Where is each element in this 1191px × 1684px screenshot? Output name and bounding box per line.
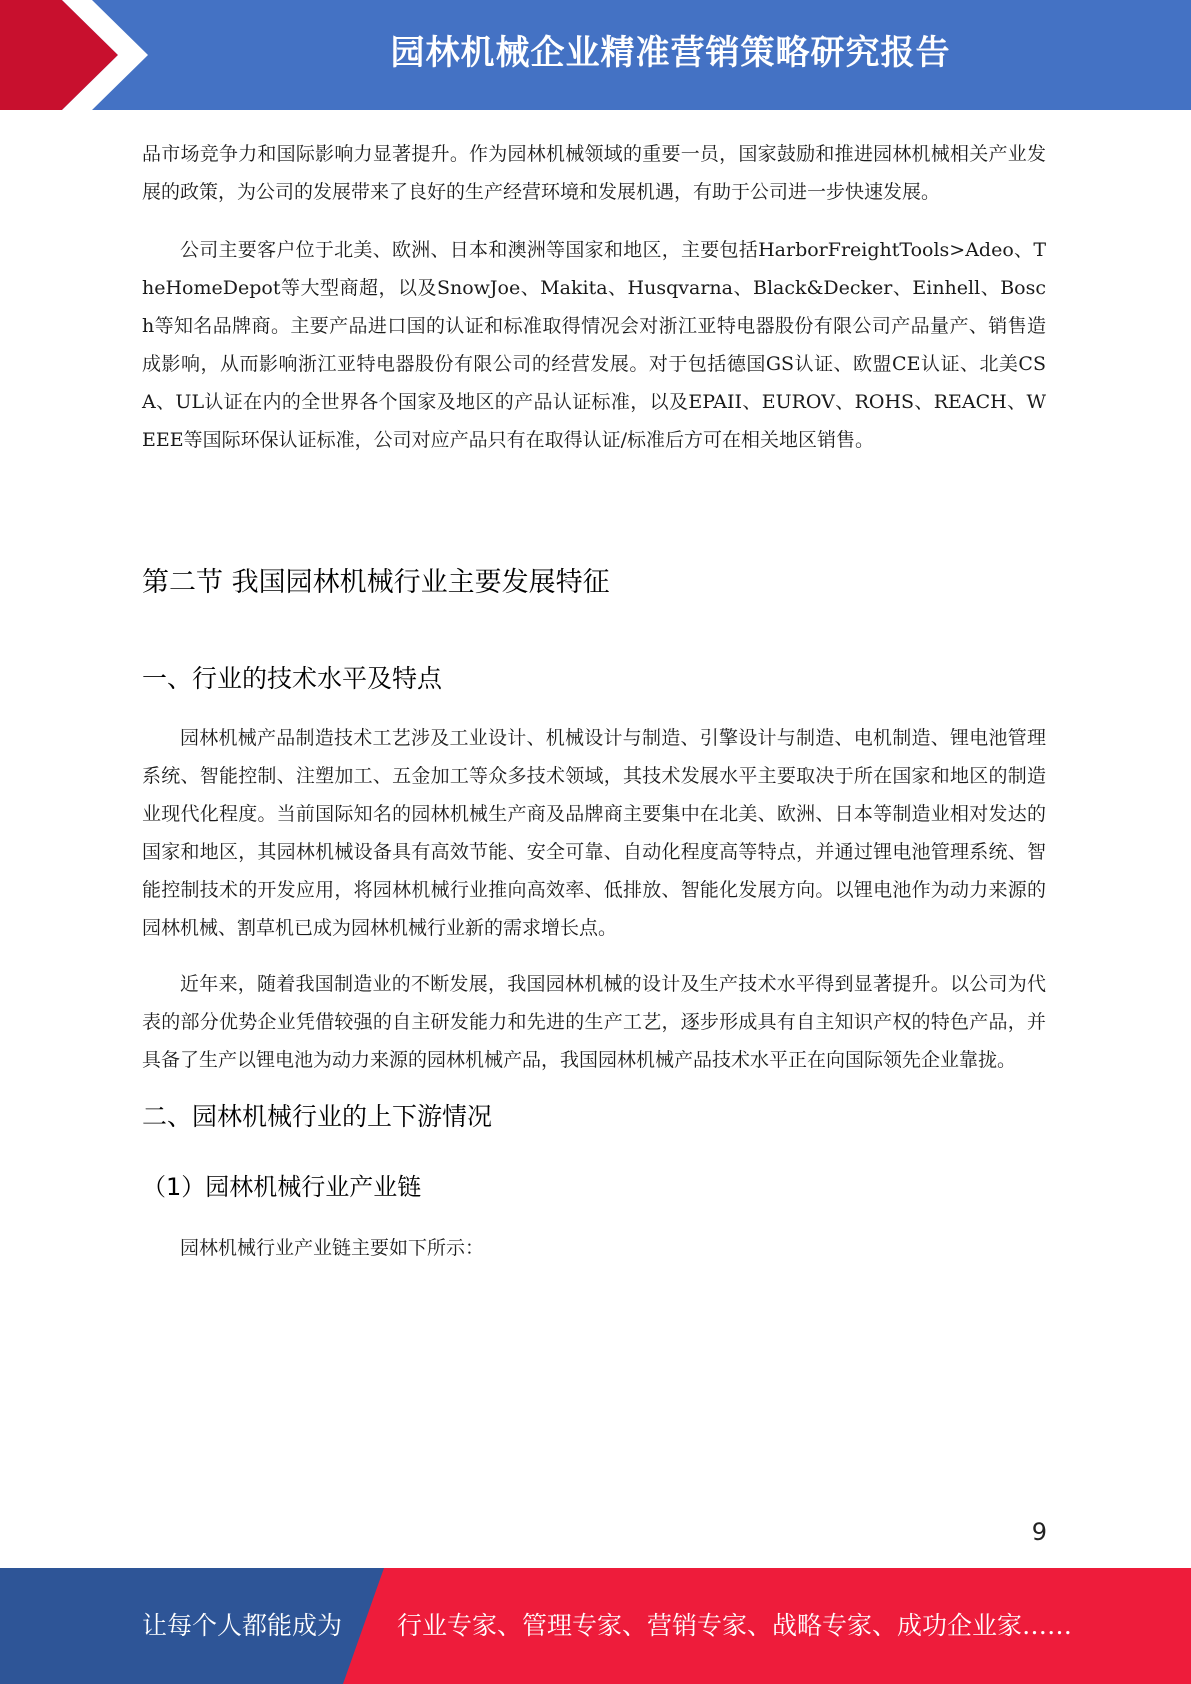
minor-title-chain: （1）园林机械行业产业链 — [142, 1173, 422, 1201]
paragraph-continued: 品市场竞争力和国际影响力显著提升。作为园林机械领域的重要一员，国家鼓励和推进园林机械相关产业发展的政策，为公司的发展带来了良好的生产经营环境和发展机遇，有助于公司进一步快速发展。 — [142, 143, 1046, 203]
footer-slogan-left: 让每个人都能成为 — [142, 1611, 343, 1640]
header-banner — [0, 0, 1191, 110]
paragraph-chain: 园林机械行业产业链主要如下所示： — [180, 1237, 485, 1259]
report-title: 园林机械企业精准营销策略研究报告 — [390, 33, 951, 73]
paragraph-customers: 公司主要客户位于北美、欧洲、日本和澳洲等国家和地区，主要包括HarborFreightTools>Adeo、TheHomeDepot等大型商超，以及SnowJoe、Makita、Husqvarna、Black&Decker、Einhell、Bosch等知名品牌商。主要产品进口国的认证和标准取得情况会对浙江亚特电器股份有限公司产品量产、销售造成影响，从而影响浙江亚特电器股份有限公司的经营发展。对于包括德国GS认证、欧盟CE认证、北美CSA、UL认证在内的全世界各个国家及地区的产品认证标准，以及EPAII、EUROV、ROHS、REACH、WEEE等国际环保认证标准，公司对应产品只有在取得认证/标准后方可在相关地区销售。 — [142, 239, 1046, 451]
paragraph-tech-2: 近年来，随着我国制造业的不断发展，我国园林机械的设计及生产技术水平得到显著提升。以公司为代表的部分优势企业凭借较强的自主研发能力和先进的生产工艺，逐步形成具有自主知识产权的特色产品，并具备了生产以锂电池为动力来源的园林机械产品，我国园林机械产品技术水平正在向国际领先企业靠拢。 — [142, 973, 1046, 1071]
paragraph-tech-1: 园林机械产品制造技术工艺涉及工业设计、机械设计与制造、引擎设计与制造、电机制造、锂电池管理系统、智能控制、注塑加工、五金加工等众多技术领域，其技术发展水平主要取决于所在国家和地区的制造业现代化程度。当前国际知名的园林机械生产商及品牌商主要集中在北美、欧洲、日本等制造业相对发达的国家和地区，其园林机械设备具有高效节能、安全可靠、自动化程度高等特点，并通过锂电池管理系统、智能控制技术的开发应用，将园林机械行业推向高效率、低排放、智能化发展方向。以锂电池作为动力来源的园林机械、割草机已成为园林机械行业新的需求增长点。 — [142, 727, 1046, 939]
footer-slogan-right: 行业专家、管理专家、营销专家、战略专家、成功企业家…… — [397, 1611, 1073, 1640]
page-number: 9 — [1031, 1518, 1047, 1546]
footer-banner — [0, 1568, 1191, 1684]
subsection-title-chain: 二、园林机械行业的上下游情况 — [142, 1102, 493, 1131]
section-title: 第二节 我国园林机械行业主要发展特征 — [142, 567, 610, 598]
subsection-title-tech: 一、行业的技术水平及特点 — [142, 664, 443, 693]
document-body — [142, 135, 1046, 1267]
